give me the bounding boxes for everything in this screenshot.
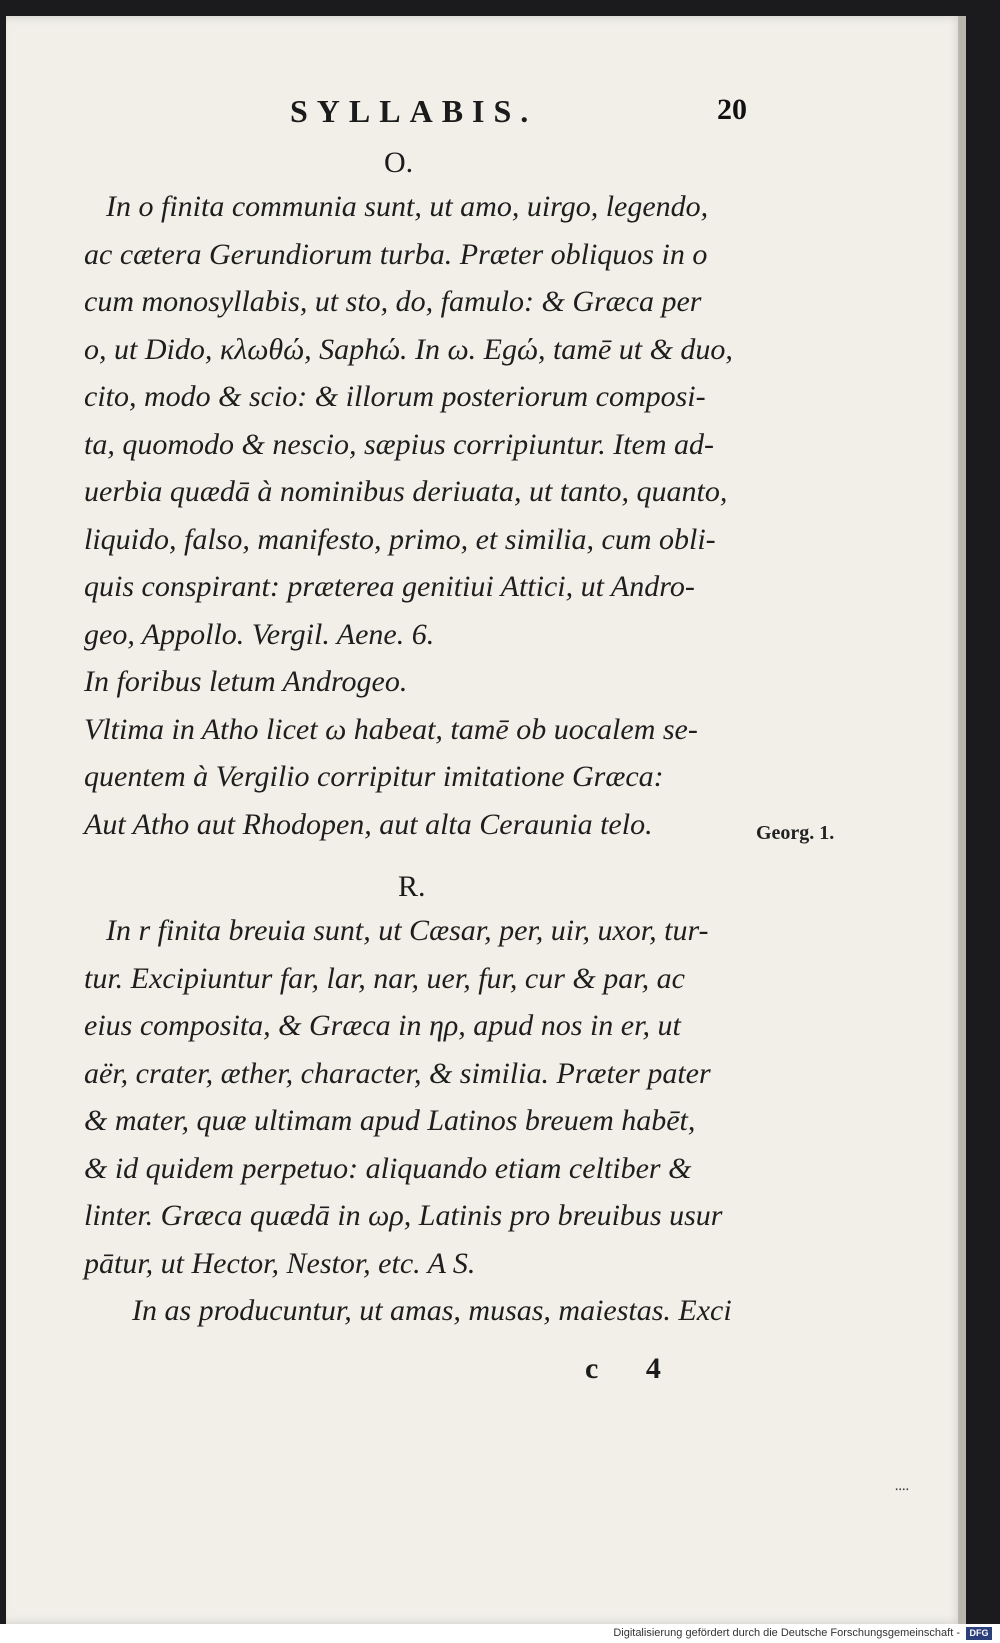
signature-mark: c 4 [585, 1352, 681, 1385]
text-line: ta, quomodo & nescio, sæpius corripiuntur. Item ad- [84, 427, 714, 461]
text-line: quentem à Vergilio corripitur imitatione Græca: [84, 760, 664, 793]
section-heading-r: R. [398, 870, 426, 903]
text-line: liquido, falso, manifesto, primo, et similia, cum obli- [84, 522, 716, 556]
section-body-o [84, 183, 764, 848]
corner-mark: ᠁ [892, 1484, 909, 1499]
text-line: pātur, ut Hector, Nestor, etc. A S. [84, 1246, 476, 1280]
text-line: In r finita breuia sunt, ut Cæsar, per, uir, uxor, tur- [106, 914, 709, 947]
running-head: SYLLABIS. [290, 93, 538, 129]
footer-credit: Digitalisierung gefördert durch die Deutsche Forschungsgemeinschaft - [613, 1627, 960, 1639]
dfg-logo: DFG [966, 1627, 992, 1640]
page-edge [958, 16, 966, 1624]
margin-note: Georg. 1. [756, 822, 835, 844]
text-line: uerbia quædā à nominibus deriuata, ut tanto, quanto, [84, 475, 728, 508]
text-line: cum monosyllabis, ut sto, do, famulo: & Græca per [84, 285, 702, 318]
text-line: In o finita communia sunt, ut amo, uirgo, legendo, [106, 190, 709, 223]
text-line: ac cætera Gerundiorum turba. Præter obliquos in o [84, 237, 708, 271]
section-body-r [84, 907, 764, 1335]
text-line: geo, Appollo. Vergil. Aene. 6. [84, 617, 435, 651]
text-line: & id quidem perpetuo: aliquando etiam celtiber & [84, 1151, 692, 1185]
text-line: aër, crater, æther, character, & similia. Præter pater [84, 1056, 711, 1090]
text-line: In as producuntur, ut amas, musas, maiestas. Exci [132, 1294, 732, 1327]
text-line: eius composita, & Græca in ηρ, apud nos in er, ut [84, 1009, 681, 1042]
text-line: tur. Excipiuntur far, lar, nar, uer, fur, cur & par, ac [84, 961, 685, 995]
section-heading-o: O. [384, 146, 414, 179]
text-line: o, ut Dido, κλωθώ, Saphώ. In ω. Egώ, tamē ut & duo, [84, 332, 733, 366]
page-number: 20 [717, 93, 747, 126]
text-line: quis conspirant: præterea genitiui Attici, ut Andro- [84, 570, 695, 603]
text-line: In foribus letum Androgeo. [84, 665, 408, 698]
text-line: Aut Atho aut Rhodopen, aut alta Ceraunia telo. [84, 807, 653, 841]
text-line: linter. Græca quædā in ωρ, Latinis pro breuibus usur [84, 1199, 723, 1232]
text-line: Vltima in Atho licet ω habeat, tamē ob uocalem se- [84, 712, 698, 746]
text-line: & mater, quæ ultimam apud Latinos breuem habēt, [84, 1104, 696, 1137]
text-line: cito, modo & scio: & illorum posteriorum composi- [84, 380, 706, 413]
